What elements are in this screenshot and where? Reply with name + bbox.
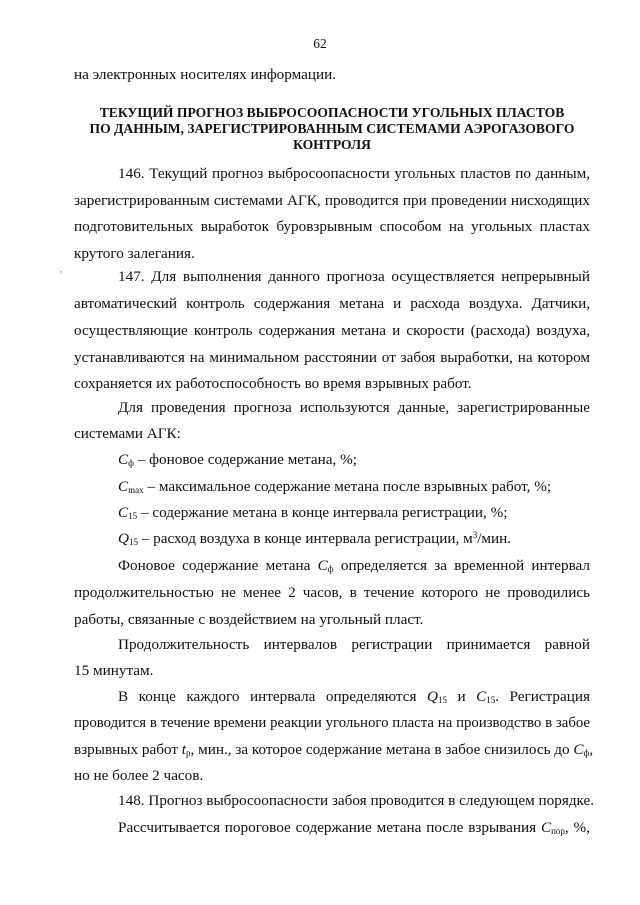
paragraph-148: 148. Прогноз выбросоопасности забоя проводится в следующем порядке.	[118, 792, 595, 809]
paragraph-147-line-1: 147. Для выполнения данного прогноза осуществляется непрерывный	[118, 268, 590, 285]
formula-subscript: ф	[583, 748, 590, 758]
definition-symbol: C	[118, 504, 129, 521]
data-sources-line-1: Для проведения прогноза используются данные, зарегистрированные	[118, 399, 590, 416]
background-methane-line-1	[118, 557, 590, 575]
text-run: , %,	[564, 819, 590, 836]
formula-subscript: р	[186, 748, 191, 758]
interval-duration-line-1: Продолжительность интервалов регистрации принимается равной	[118, 636, 590, 653]
data-sources-line-2: системами АГК:	[74, 425, 181, 442]
paragraph-146-line-2: зарегистрированным системами АГК, проводится при проведении нисходящих	[74, 192, 590, 209]
page-number: 62	[313, 36, 327, 51]
paragraph-146-line-4: крутого залегания.	[74, 245, 195, 262]
interval-end-line-1	[118, 688, 590, 706]
definition-symbol: C	[118, 451, 129, 468]
definition-subscript: max	[128, 485, 144, 495]
definition-subscript: 15	[128, 537, 138, 547]
definition-tail: /мин.	[477, 530, 512, 547]
paragraph-147-line-4: устанавливаются на минимальном расстоянии от забоя выработки, на котором	[74, 349, 590, 366]
definition-symbol: C	[118, 478, 129, 495]
definition-text: – содержание метана в конце интервала регистрации, %;	[137, 504, 508, 521]
definition-subscript: ф	[128, 458, 134, 468]
formula-subscript: пор	[551, 826, 565, 836]
formula-subscript: 15	[486, 695, 496, 705]
paragraph-147-line-3: осуществляющие контроль содержания метана и скорости (расхода) воздуха,	[74, 322, 590, 339]
definition-item	[118, 504, 634, 522]
formula-symbol: C	[476, 688, 487, 705]
definition-subscript: 15	[128, 511, 138, 521]
formula-symbol: C	[317, 557, 328, 574]
definition-text: – фоновое содержание метана, %;	[133, 451, 357, 468]
formula-subscript: 15	[437, 695, 447, 705]
paragraph-147-line-5: сохраняется их работоспособность во время взрывных работ.	[74, 375, 472, 392]
text-run: , мин., за которое содержание метана в забое снизилось до	[190, 741, 574, 758]
definition-text: – расход воздуха в конце интервала регистрации, м	[137, 530, 473, 547]
background-methane-line-3: работы, связанные с воздействием на угольный пласт.	[74, 611, 424, 628]
definition-item	[118, 451, 634, 469]
text-run: Рассчитывается пороговое содержание метана после взрывания	[118, 819, 541, 836]
paragraph-146-line-1: 146. Текущий прогноз выбросоопасности угольных пластов по данным,	[118, 165, 590, 182]
margin-mark: '	[60, 269, 62, 281]
text-run: и	[446, 688, 477, 705]
intro-line: на электронных носителях информации.	[74, 66, 337, 83]
heading-line-3: КОНТРОЛЯ	[293, 137, 371, 152]
formula-symbol: C	[573, 741, 584, 758]
formula-subscript: ф	[327, 564, 334, 574]
paragraph-146-line-3: подготовительных выработок буровзрывным способом на угольных пластах	[74, 218, 590, 235]
paragraph-threshold-line-1	[118, 819, 590, 837]
paragraph-147-line-2: автоматический контроль содержания метана и расхода воздуха. Датчики,	[74, 295, 590, 312]
text-run: Фоновое содержание метана	[118, 557, 318, 574]
definition-item	[118, 530, 634, 548]
heading-line-2: ПО ДАННЫМ, ЗАРЕГИСТРИРОВАННЫМ СИСТЕМАМИ АЭРОГАЗОВОГО	[89, 121, 575, 136]
text-run: взрывных работ	[74, 741, 182, 758]
interval-end-line-4: но не более 2 часов.	[74, 767, 204, 784]
text-run: В конце каждого интервала определяются	[118, 688, 427, 705]
heading-line-1: ТЕКУЩИЙ ПРОГНОЗ ВЫБРОСООПАСНОСТИ УГОЛЬНЫХ ПЛАСТОВ	[99, 105, 565, 120]
text-run: ,	[589, 741, 594, 758]
interval-duration-line-2: 15 минутам.	[74, 662, 154, 679]
definition-superscript: 3	[472, 530, 478, 540]
background-methane-line-2: продолжительностью не менее 2 часов, в течение которого не проводились	[74, 584, 590, 601]
interval-end-line-2: проводится в течение времени реакции угольного пласта на производство в забое	[74, 715, 590, 731]
formula-symbol: C	[540, 819, 552, 836]
formula-symbol: Q	[426, 688, 438, 705]
text-run: . Регистрация	[495, 688, 591, 705]
definition-item	[118, 478, 634, 496]
definition-text: – максимальное содержание метана после взрывных работ, %;	[143, 478, 552, 495]
text-run: определяется за временной интервал	[333, 557, 591, 574]
definition-symbol: Q	[118, 530, 129, 547]
formula-symbol: t	[181, 741, 186, 758]
interval-end-line-3	[74, 741, 594, 759]
